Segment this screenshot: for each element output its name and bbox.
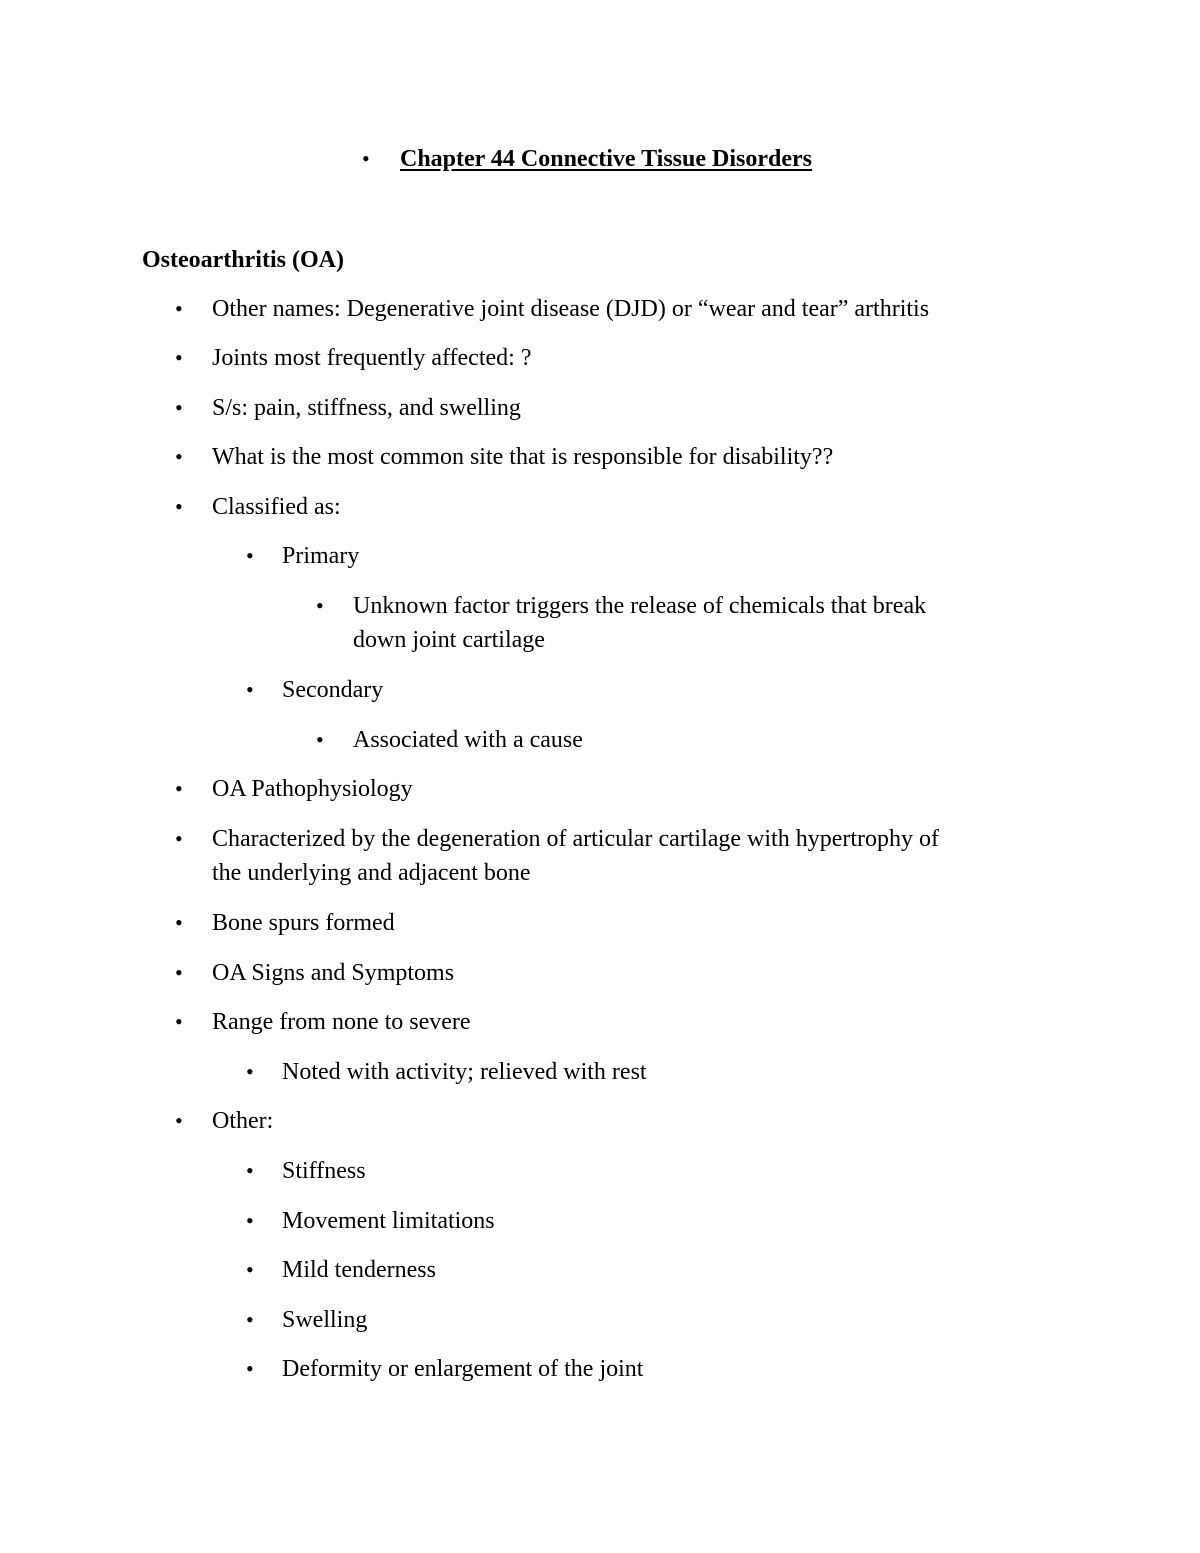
list-item: Stiffness	[282, 1158, 366, 1184]
list-item: Range from none to severe	[212, 1009, 471, 1035]
list-item: Noted with activity; relieved with rest	[282, 1059, 647, 1085]
list-item-continuation: the underlying and adjacent bone	[212, 860, 531, 886]
list-bullet: •	[175, 1009, 183, 1034]
list-item: Associated with a cause	[353, 727, 583, 753]
list-item: Mild tenderness	[282, 1257, 436, 1283]
list-item: Other names: Degenerative joint disease (DJD) or “wear and tear” arthritis	[212, 296, 930, 322]
list-item: Deformity or enlargement of the joint	[282, 1356, 644, 1382]
list-bullet: •	[175, 345, 183, 370]
list-item: Secondary	[282, 677, 384, 703]
list-item: Bone spurs formed	[212, 910, 395, 936]
list-bullet: •	[246, 1307, 254, 1332]
list-bullet: •	[316, 727, 324, 752]
list-bullet: •	[175, 1108, 183, 1133]
list-bullet: •	[246, 1158, 254, 1183]
list-bullet: •	[246, 1356, 254, 1381]
list-item: Swelling	[282, 1307, 368, 1333]
list-bullet: •	[246, 543, 254, 568]
list-item: S/s: pain, stiffness, and swelling	[212, 395, 521, 421]
list-item: Movement limitations	[282, 1208, 495, 1234]
list-bullet: •	[175, 444, 183, 469]
list-bullet: •	[175, 826, 183, 851]
list-item: OA Signs and Symptoms	[212, 960, 455, 986]
list-item: What is the most common site that is responsible for disability??	[212, 444, 834, 470]
list-item: Primary	[282, 543, 360, 569]
list-item: Classified as:	[212, 494, 341, 520]
list-item: Characterized by the degeneration of articular cartilage with hypertrophy of	[212, 826, 940, 852]
list-bullet: •	[246, 677, 254, 702]
list-bullet: •	[175, 960, 183, 985]
list-bullet: •	[175, 910, 183, 935]
page-title: Chapter 44 Connective Tissue Disorders	[400, 146, 813, 172]
list-item: Unknown factor triggers the release of chemicals that break	[353, 593, 927, 619]
list-bullet: •	[246, 1257, 254, 1282]
list-item: OA Pathophysiology	[212, 776, 413, 802]
list-item-continuation: down joint cartilage	[353, 627, 545, 653]
list-bullet: •	[316, 593, 324, 618]
list-item: Other:	[212, 1108, 274, 1134]
list-bullet: •	[246, 1059, 254, 1084]
list-bullet: •	[175, 296, 183, 321]
title-bullet: •	[362, 146, 370, 171]
list-bullet: •	[175, 395, 183, 420]
list-bullet: •	[175, 494, 183, 519]
list-item: Joints most frequently affected: ?	[212, 345, 532, 371]
section-heading: Osteoarthritis (OA)	[142, 247, 344, 273]
list-bullet: •	[246, 1208, 254, 1233]
list-bullet: •	[175, 776, 183, 801]
